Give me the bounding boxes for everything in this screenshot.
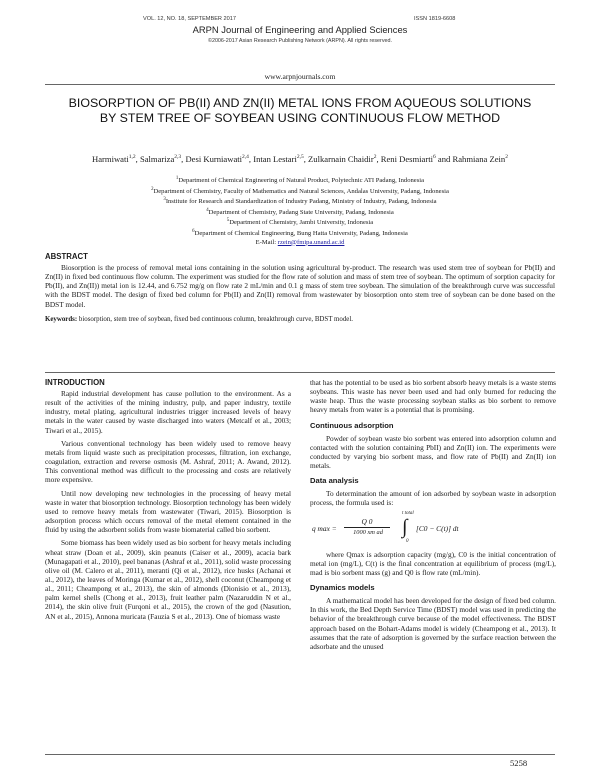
volume-info: VOL. 12, NO. 18, SEPTEMBER 2017 bbox=[143, 16, 236, 22]
equation-integrand: [C0 − C(t)] dt bbox=[416, 523, 459, 533]
keywords-line bbox=[45, 315, 555, 324]
intro-paragraph: Until now developing new technologies in the processing of heavy metal waste in water that biosorption technology. Biosorption technology has been widely used to remove heavy metals from wastewater (Tiwari, 2015). Biosorption is adsorption process which occurs removal of the metal element contained in the fluid by using the adsorbent solids from waste biomaterial called bio sorbent. bbox=[45, 488, 291, 535]
journal-name: ARPN Journal of Engineering and Applied Sciences bbox=[192, 24, 408, 35]
body-paragraph: that has the potential to be used as bio sorbent absorb heavy metals is a waste stems soybeans. This waste has never been used and had only burned for reducing the waste heap. Thus the waste processing soybean stalks as bio sorbent to remove heavy metals from water is a potential that is promising. bbox=[310, 378, 556, 415]
email-line: E-Mail: rzein@fmipa.unand.ac.id bbox=[255, 238, 345, 246]
equation-numerator: Q 0 bbox=[361, 516, 373, 526]
affiliation: $^2$Department of Chemistry, Faculty of Mathematics and Natural Sciences, Andalas University, Padang, Indonesia bbox=[151, 186, 449, 195]
author-name: Rahmiana Zein bbox=[452, 153, 506, 164]
integral-lower: 0 bbox=[406, 538, 409, 544]
affiliation: $^4$Department of Chemistry, Padang State University, Padang, Indonesia bbox=[206, 207, 394, 216]
fraction-bar bbox=[344, 527, 390, 528]
dynamics-models-heading: Dynamics models bbox=[310, 583, 375, 593]
author-affiliation-marker: 2,5 bbox=[296, 154, 304, 160]
intro-heading: INTRODUCTION bbox=[45, 378, 105, 387]
author-name: Zulkarnain Chaidir bbox=[308, 153, 374, 164]
data-analysis-heading: Data analysis bbox=[310, 476, 359, 486]
intro-paragraph: Rapid industrial development has cause pollution to the environment. As a result of the activities of the mining industry, pulp, and paper industry, textile industry, metal plating, agricultural industries trigger increased levels of heavy metals in the water caused by waste discharged into waters (Metcalf et al., 2003; Tiwari et al., 2015). bbox=[45, 389, 291, 435]
body-paragraph: where Qmax is adsorption capacity (mg/g), C0 is the initial concentration of metal ion (mg/L), C(t) is the final concentration at equilibrium of process (mg/L), mad is bio sorbent mass (g) and Q0 is flow rate (mL/min). bbox=[310, 549, 556, 577]
author-name: Salmariza bbox=[139, 153, 175, 164]
footer-divider bbox=[45, 754, 555, 755]
right-column bbox=[310, 378, 556, 655]
keywords-text: biosorption, stem tree of soybean, fixed bed continuous column, breakthrough curve, BDST model. bbox=[78, 315, 353, 323]
issn: ISSN 1819-6608 bbox=[414, 16, 456, 22]
author-name: Reni Desmiarti bbox=[380, 153, 434, 164]
equation-denominator: 1000 xm ad bbox=[353, 528, 383, 536]
abstract-text: Biosorption is the process of removal metal ions containing in the solution using agricultural by-product. The research was used stem tree of soybean for Pb(II) and Zn(II) in fixed bed continuous flow column. The experiment was studied for the flow rate of solution and mass of stem tree of soybean. The optimum of sorption capacity for Pb(II), and Zn(II)) metal ion is 12.44, and 6.752 mg/g on flow rate 2 mL/min and 0.1 g mass of stem tree soybean. The simulation of the breakthrough curve was successful with the BDST model. The design of fixed bed column for Pb(II) and Zn(II) removal from wastewater by biosorption onto stem tree of soybean can be done based on the BDST model. bbox=[45, 263, 555, 309]
email-link[interactable]: rzein@fmipa.unand.ac.id bbox=[277, 238, 345, 246]
equation bbox=[310, 512, 556, 546]
affiliation-list bbox=[60, 175, 540, 247]
author-name: Desi Kurniawati bbox=[185, 153, 243, 164]
left-column bbox=[45, 378, 291, 625]
author-list: Harmiwati$^{1,2}$, Salmariza$^{2,3}$, Desi Kurniawati$^{2,4}$, Intan Lestari$^{2,5}$, Zulkarnain Chaidir$^2$, Reni Desmiarti$^6$ and Rahmiana Zein$^2$ bbox=[92, 153, 508, 164]
body-paragraph: To determination the amount of ion adsorbed by soybean waste in adsorption process, the formula used is: bbox=[310, 489, 556, 508]
journal-url: www.arpnjournals.com bbox=[264, 72, 336, 81]
author-affiliation-marker: 6 bbox=[433, 154, 436, 160]
continuous-adsorption-heading: Continuous adsorption bbox=[310, 420, 394, 430]
integral-upper: t total bbox=[402, 510, 414, 516]
equation-lhs: q max = bbox=[312, 523, 337, 533]
author-affiliation-marker: 2 bbox=[373, 154, 377, 160]
author-name: Intan Lestari bbox=[253, 153, 297, 164]
abstract-divider bbox=[45, 372, 555, 373]
author-affiliation-marker: 2,4 bbox=[242, 154, 249, 160]
body-paragraph: A mathematical model has been developed for the design of fixed bed column. In this work, the Bed Depth Service Time (BDST) model was used in predicting the behavior of the breakthrough curve because of the model effectiveness. The BDST approach based on the Bohart-Adams model is widely (Cheampong et al., 2013). It assumes that the rate of adsorption is governed by the surface reaction between the adsorbate and the unused bbox=[310, 596, 556, 651]
affiliation: $^3$Institute for Research and Standardization of Industry Padang, Ministry of Industry, Padang, Indonesia bbox=[163, 197, 437, 206]
affiliation: $^5$Department of Chemistry, Jambi University, Indonesia bbox=[226, 218, 374, 227]
abstract-section bbox=[45, 252, 555, 324]
copyright: ©2006-2017 Asian Research Publishing Network (ARPN). All rights reserved. bbox=[207, 38, 393, 44]
author-affiliation-marker: 2 bbox=[505, 154, 508, 160]
author-affiliation-marker: 2,3 bbox=[174, 154, 182, 160]
integral-sign: ∫ bbox=[402, 515, 408, 538]
author-name: Harmiwati bbox=[92, 153, 129, 164]
intro-paragraph: Some biomass has been widely used as bio sorbent for heavy metals including wheat straw (Doan et al., 2009), skin peanuts (Caiser et al., 2009), acacia bark (Munagapati et al., 2010), peel bananas (Ashraf et al., 2011), solid waste processing olive oil (M. Calero et al., 2011), meranti (Qi et al., 2012), rice husks (Achanai et al., 2012), the leaves of Moringa (Kumar et al., 2012), shell coconut (Cheampong et al., 2011; Cheampong et al., 2013), the skin of almonds (Dionisio et al., 2013), palm kernel shells (Chong et al., 2013), fruit leather palm (Nazaruddin N et al., 2014), the skin olive fruit (Furqoni et al., 2015), the crown of the god (Nasution, AN et al., 2015), Annona muricata (Fauzia S et al., 2013). One of biomass waste bbox=[45, 538, 291, 621]
affiliation: $^6$Department of Chemical Engineering, Bung Hatta University, Padang, Indonesia bbox=[192, 228, 408, 238]
body-paragraph: Powder of soybean waste bio sorbent was entered into adsorption column and contacted with the solution containing PbII) and Zn(II) ion. The experiments were conducted by varying bio sorbent mass, and flow rate of Pb(II) and Zn(II) ion metals. bbox=[310, 433, 556, 471]
paper-title: BIOSORPTION OF PB(II) AND ZN(II) METAL IONS FROM AQUEOUS SOLUTIONS BY STEM TREE OF SOYBEAN USING CONTINUOUS FLOW METHOD bbox=[68, 96, 532, 125]
page-number: 5258 bbox=[510, 758, 528, 768]
header-divider bbox=[45, 84, 555, 85]
affiliation: $^1$Department of Chemical Engineering of Natural Product, Polytechnic ATI Padang, Indonesia bbox=[175, 176, 425, 185]
intro-paragraph: Various conventional technology has been widely used to remove heavy metals from liquid waste such as precipitation processes, filtration, ion exchange, coagulation, extraction and reverse osmosis (M. Ashraf, 2011; A. Awand, 2012). This conventional method was difficult to the processing and costs are relatively more expensive. bbox=[45, 438, 291, 485]
abstract-heading: ABSTRACT bbox=[45, 252, 88, 261]
author-affiliation-marker: 1,2 bbox=[128, 154, 136, 160]
keywords-label: Keywords: bbox=[45, 315, 78, 323]
